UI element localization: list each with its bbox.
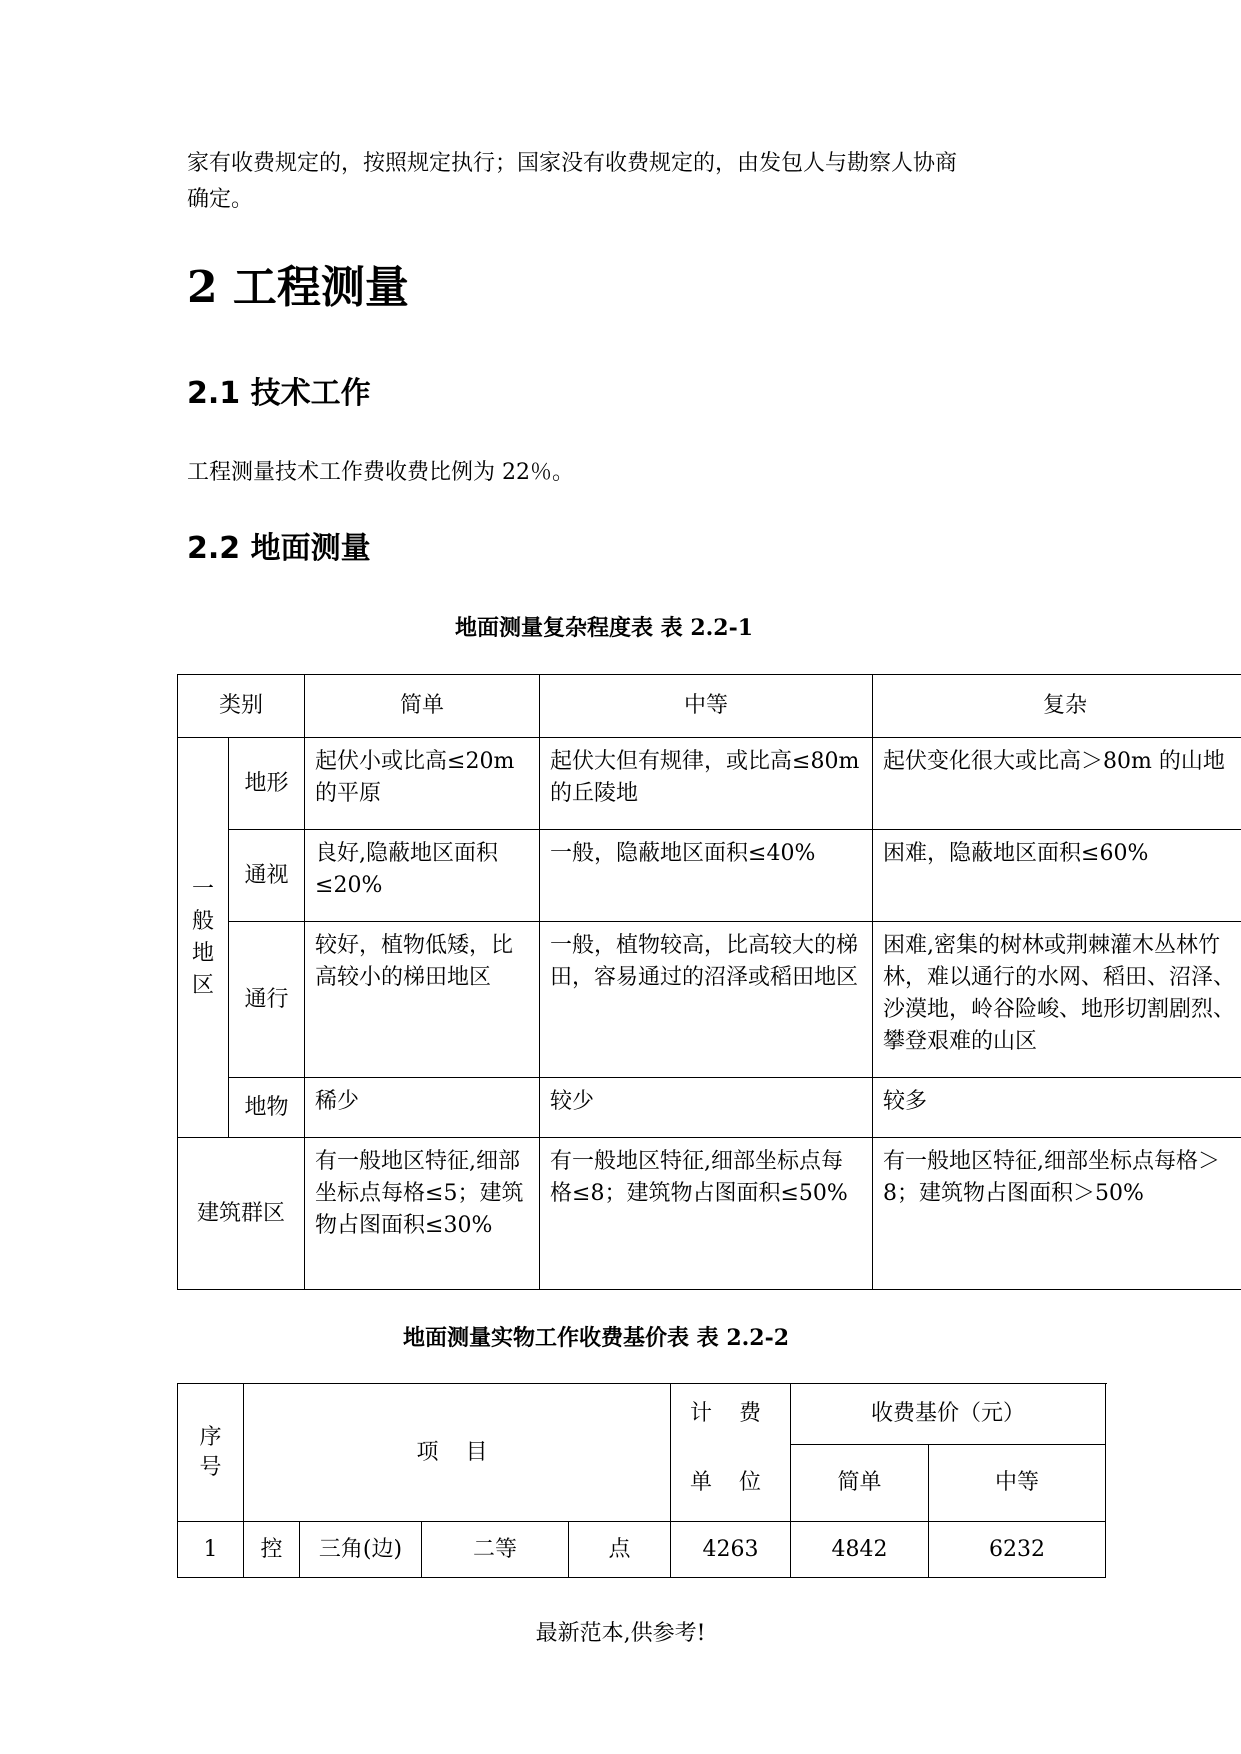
technical-fee-paragraph: 工程测量技术工作费收费比例为 22％。 bbox=[187, 460, 574, 485]
row-label-visibility: 通视 bbox=[229, 830, 305, 922]
header-price: 收费基价（元） bbox=[791, 1384, 1106, 1445]
cell-terrain-simple: 起伏小或比高≤20m 的平原 bbox=[305, 738, 540, 830]
intro-line-1: 家有收费规定的，按照规定执行；国家没有收费规定的，由发包人与勘察人协商 bbox=[187, 151, 958, 176]
cell-terrain-complex: 起伏变化很大或比高＞80m 的山地 bbox=[873, 738, 1241, 830]
cell-passage-medium: 一般，植物较高，比高较大的梯田，容易通过的沼泽或稻田地区 bbox=[540, 922, 873, 1078]
table-row bbox=[178, 738, 1241, 830]
table-row bbox=[178, 1138, 1241, 1290]
cell-category: 控 bbox=[244, 1522, 300, 1578]
table-row bbox=[178, 1078, 1241, 1138]
complexity-header-row bbox=[178, 675, 1241, 738]
page-footer: 最新范本,供参考! bbox=[535, 1621, 706, 1646]
row-label-passage: 通行 bbox=[229, 922, 305, 1078]
cell-visibility-medium: 一般，隐蔽地区面积≤40% bbox=[540, 830, 873, 922]
header-simple: 简单 bbox=[305, 675, 540, 738]
cell-features-medium: 较少 bbox=[540, 1078, 873, 1138]
table1-caption: 地面测量复杂程度表 表 2.2-1 bbox=[455, 615, 754, 641]
cell-features-simple: 稀少 bbox=[305, 1078, 540, 1138]
cell-grade: 二等 bbox=[422, 1522, 569, 1578]
header-no: 序号 bbox=[178, 1384, 244, 1522]
chapter-heading: 2 工程测量 bbox=[187, 262, 409, 313]
cell-visibility-complex: 困难，隐蔽地区面积≤60% bbox=[873, 830, 1241, 922]
cell-visibility-simple: 良好,隐蔽地区面积≤20% bbox=[305, 830, 540, 922]
complexity-table bbox=[177, 674, 1241, 1290]
header-price-medium: 中等 bbox=[929, 1445, 1106, 1522]
cell-building-complex: 有一般地区特征,细部坐标点每格＞8；建筑物占图面积＞50% bbox=[873, 1138, 1241, 1290]
cell-building-simple: 有一般地区特征,细部坐标点每格≤5；建筑物占图面积≤30% bbox=[305, 1138, 540, 1290]
header-complex: 复杂 bbox=[873, 675, 1241, 738]
header-medium: 中等 bbox=[540, 675, 873, 738]
base-price-table bbox=[177, 1383, 1106, 1578]
cell-price-medium: 4842 bbox=[791, 1522, 929, 1578]
section-heading-ground-survey: 2.2 地面测量 bbox=[187, 531, 371, 566]
table-row bbox=[178, 922, 1241, 1078]
price-header-row bbox=[178, 1384, 1106, 1445]
cell-passage-complex: 困难,密集的树林或荆棘灌木丛林竹林，难以通行的水网、稻田、沼泽、沙漠地，岭谷险峻、地形切割剧烈、攀登艰难的山区 bbox=[873, 922, 1241, 1078]
cell-passage-simple: 较好，植物低矮，比高较小的梯田地区 bbox=[305, 922, 540, 1078]
header-price-simple: 简单 bbox=[791, 1445, 929, 1522]
intro-paragraph bbox=[187, 146, 1067, 218]
general-area-label: 一 般 地 区 bbox=[178, 738, 229, 1138]
cell-item: 三角(边) bbox=[300, 1522, 422, 1578]
cell-features-complex: 较多 bbox=[873, 1078, 1241, 1138]
header-unit-top: 计 费 bbox=[671, 1384, 791, 1445]
section-heading-technical: 2.1 技术工作 bbox=[187, 376, 371, 411]
cell-price-simple: 4263 bbox=[671, 1522, 791, 1578]
cell-terrain-medium: 起伏大但有规律，或比高≤80m 的丘陵地 bbox=[540, 738, 873, 830]
cell-unit: 点 bbox=[569, 1522, 671, 1578]
table-row bbox=[178, 830, 1241, 922]
header-category: 类别 bbox=[178, 675, 305, 738]
row-label-terrain: 地形 bbox=[229, 738, 305, 830]
table-row bbox=[178, 1522, 1106, 1578]
table2-caption: 地面测量实物工作收费基价表 表 2.2-2 bbox=[403, 1325, 790, 1351]
row-label-features: 地物 bbox=[229, 1078, 305, 1138]
cell-price-complex: 6232 bbox=[929, 1522, 1106, 1578]
cell-no: 1 bbox=[178, 1522, 244, 1578]
header-unit-bottom: 单 位 bbox=[671, 1445, 791, 1522]
row-label-building-area: 建筑群区 bbox=[178, 1138, 305, 1290]
header-item: 项 目 bbox=[244, 1384, 671, 1522]
cell-building-medium: 有一般地区特征,细部坐标点每格≤8；建筑物占图面积≤50% bbox=[540, 1138, 873, 1290]
intro-line-2: 确定。 bbox=[187, 187, 254, 212]
